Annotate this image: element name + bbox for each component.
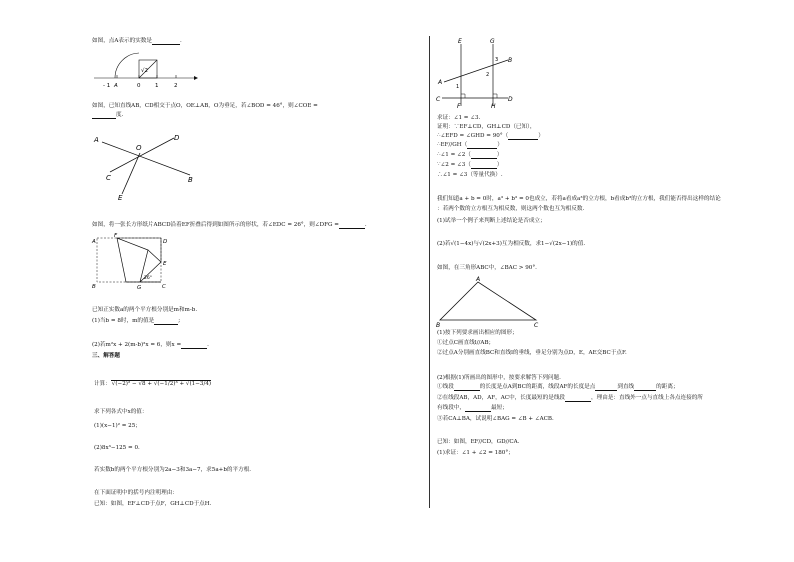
q8-given: 已知：如图，EF⊥CD于点F，GH⊥CD于点H. [94,501,212,507]
svg-text:E: E [163,261,167,267]
svg-text:D: D [174,134,180,142]
q10-blank4[interactable] [565,395,591,402]
intersecting-lines-figure [92,130,202,200]
q10-part2: (2)根据(1)所画出的图形中，按要求解答下列问题. [437,375,561,381]
q9-line2: ：若两个数的立方根互为相反数，则这两个数也互为相反数. [437,206,585,212]
svg-text:F: F [457,103,461,110]
proof-line2: ∴∠EFD = ∠GHD = 90°（ ） [437,133,544,139]
svg-text:D: D [508,96,513,103]
svg-text:A: A [94,136,99,144]
q4-part1-blank[interactable] [154,318,178,325]
q4-part2-blank[interactable] [181,342,207,349]
svg-text:C: C [436,96,441,103]
q9-part1: (1)试举一个例子来判断上述结论是否成立； [437,218,546,224]
tick-2: 2 [174,83,178,89]
folded-rectangle-figure [92,234,182,292]
proof-line6: ∴∠1 = ∠3（等量代换）. [437,172,503,178]
q10-blank5[interactable] [465,405,491,412]
svg-text:D: D [163,239,168,245]
svg-text:B: B [436,322,441,329]
svg-text:1: 1 [456,84,460,90]
calc-question: 计算：√(−2)² − √8 + √(−1/2)³ + √(1−3/4) [94,381,212,387]
q9-part2: (2)若√(1−4x)与√(2x+3)互为相反数，求1−√(2x−1)的值. [437,241,586,247]
tick-minus1: - 1 [103,83,111,89]
tick-0: 0 [137,83,141,89]
q11-part1: (1)求证：∠1 + ∠2 = 180°； [437,450,514,456]
svg-text:B: B [508,57,513,64]
q1-text: 如图，点A表示的实数是 . [92,38,182,44]
q10-blank1[interactable] [454,384,480,391]
q8-stem: 在下面证明中的括号内注明理由： [94,490,178,496]
q10-part2b: ②在线段AB，AD，AF，AC中，长度最短的是线段 ，理由是：直线外一点与直线上各点连接的所 [437,395,703,401]
q10-part2b-cont: 有线段中， 最短； [437,405,508,411]
svg-text:E: E [118,194,123,202]
column-divider [429,36,430,508]
q7-text: 若实数b的两个平方根分别为2a−3和3a−7，求5a+b的平方根. [94,467,252,473]
proof-line1: 证明：∵EF⊥CD，GH⊥CD（已知）， [437,124,536,130]
svg-text:B: B [188,176,193,184]
svg-text:2: 2 [486,72,490,78]
proof-line4: ∴∠1 = ∠2（ ） [437,152,503,158]
q6-stem: 求下列各式中x的值： [94,409,148,415]
svg-text:A: A [438,79,443,86]
point-A-label: A [114,83,118,89]
q3-text: 如图，将一张长方形纸片ABCD沿着EF折叠后得到如图所示的形状，若∠EDC = 26°，则∠DFG = . [92,222,367,228]
q1-answer-blank[interactable] [152,38,180,45]
svg-text:G: G [137,285,142,291]
q3-answer-blank[interactable] [339,222,365,229]
svg-text:B: B [92,284,96,290]
q10-part2c: ③若CA⊥BA，试说明∠BAG = ∠B + ∠ACB. [437,416,554,422]
proof-reason1-blank[interactable] [508,133,538,140]
svg-text:A: A [92,239,96,245]
parallel-lines-figure [436,38,526,110]
svg-text:C: C [106,174,111,182]
q10-blank3[interactable] [634,384,656,391]
section-heading: 三、解答题 [92,353,120,359]
obtuse-triangle-figure [436,276,546,328]
sqrt2-label: √2 [141,68,149,74]
q4-stem: 已知正实数a的两个平方根分别是m和m-b. [92,307,198,313]
calc-expression: √(−2)² − √8 + √(−1/2)³ + √(1−3/4) [111,381,212,387]
q2-line1: 如图，已知直线AB，CD相交于点O，OE⊥AB，O为垂足，若∠BOD = 46°，则∠COE = [92,103,318,109]
proof-line3: ∴EF//GH（ ） [437,142,503,148]
q10-part1: (1)按下列要求画出相应的图形； [437,330,518,336]
svg-text:H: H [491,103,496,110]
tick-1: 1 [155,83,159,89]
q6-part2: (2)8x³−125 = 0. [94,445,140,451]
q2-line2: 度. [92,112,123,119]
q4-part1: (1)当b = 8时，m的值是 ; [92,318,181,324]
svg-text:3: 3 [495,57,499,63]
svg-text:A: A [476,276,481,283]
svg-text:F: F [114,233,118,239]
proof-reason2-blank[interactable] [467,142,497,149]
svg-text:O: O [136,144,142,152]
svg-text:C: C [162,284,166,290]
q10-part1a: ①过点C画直线l//AB； [437,340,495,346]
q11-stem: 已知：如图，EF//CD，GD//CA. [437,439,520,445]
svg-text:E: E [458,38,462,45]
proof-reason4-blank[interactable] [471,162,497,169]
proof-reason3-blank[interactable] [471,152,497,159]
q9-line1: 我们知道a + b = 0时，a³ + b³ = 0也成立，若将a看成a³的立方根，b看成b³的立方根，我们能否得出这样的结论 [437,196,721,202]
q10-stem: 如图，在三角形ABC中，∠BAC > 90°. [437,265,537,271]
q10-blank2[interactable] [595,384,617,391]
svg-text:C: C [534,322,539,329]
svg-text:G: G [490,38,495,45]
svg-text:26°: 26° [144,276,152,281]
number-line-figure [94,50,204,94]
q10-part2a: ①线段 的长度是点A到BC的距离，线段AF的长度是点 到直线 的距离； [437,384,679,390]
q10-part1b: ②过点A分别画直线BC和直线l的垂线，垂足分别为点D，E，AE交BC于点F. [437,350,627,356]
q2-answer-blank[interactable] [92,112,116,119]
proof-line5: ∵∠2 = ∠3（ ） [437,162,503,168]
q4-part2: (2)若m²x + 2(m-b)²x = 6，则x = . [92,342,209,348]
q6-part1: (1)(x−1)² = 25； [94,423,141,429]
proof-goal: 求证：∠1 = ∠3. [437,115,481,121]
